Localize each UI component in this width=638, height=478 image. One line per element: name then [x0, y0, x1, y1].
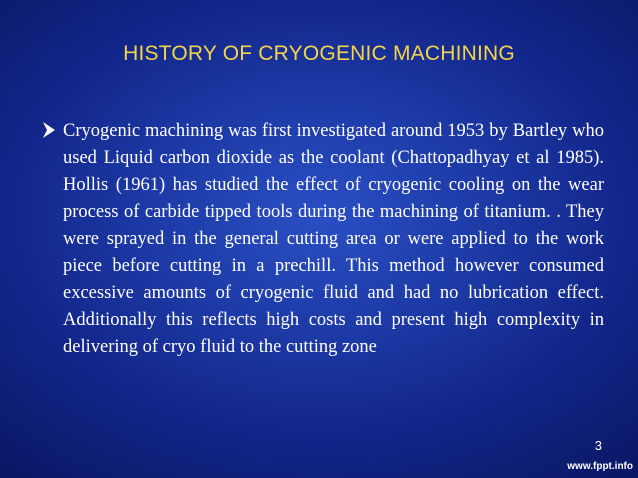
bullet-text: Cryogenic machining was first investigated around 1953 by Bartley who used Liquid carbon dioxide as the coolant (Chattopadhyay et al 1985). Hollis (1961) has studied the effect of cryogenic cooling on the wear process of carbide tipped tools during the machining of titanium. . They were sprayed in the general cutting area or were applied to the work piece before cutting in a prechill. This method however consumed excessive amounts of cryogenic fluid and had no lubrication effect. Additionally this reflects high costs and present high complexity in delivering of cryo fluid to the cutting zone: [63, 121, 604, 357]
slide-title: HISTORY OF CRYOGENIC MACHINING: [123, 42, 515, 65]
footer-url: www.fppt.info: [567, 461, 633, 472]
arrow-bullet-icon: [42, 120, 56, 140]
page-number: 3: [594, 438, 602, 453]
bullet-item: [42, 118, 604, 361]
